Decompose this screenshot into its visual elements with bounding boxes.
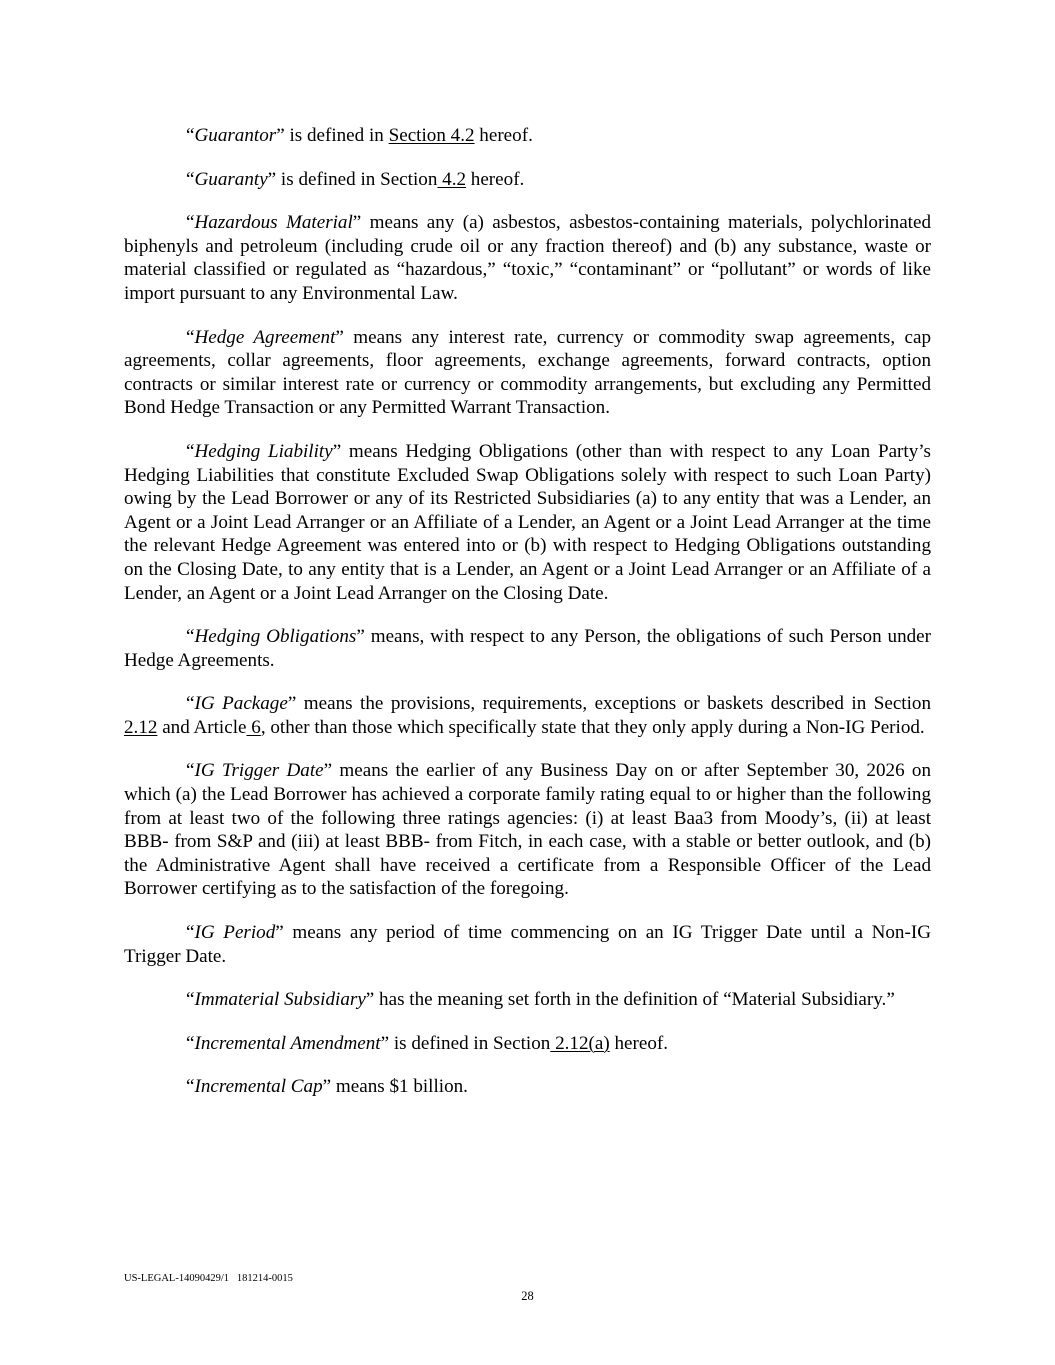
section-reference-link[interactable]: 2.12(a) xyxy=(550,1032,610,1054)
defined-term: Hedging Obligations xyxy=(194,626,357,648)
document-id-footer: US-LEGAL-14090429/1 181214-0015 xyxy=(124,1273,293,1284)
definition-ig-period: “IG Period” means any period of time commencing on an IG Trigger Date until a Non-IG Trigger Date. xyxy=(124,922,931,967)
definition-incremental-amendment: “Incremental Amendment” is defined in Section 2.12(a) hereof. xyxy=(186,1032,668,1054)
article-reference-link[interactable]: 6 xyxy=(246,716,261,738)
defined-term: Immaterial Subsidiary xyxy=(194,989,366,1011)
defined-term: IG Package xyxy=(194,693,288,715)
definition-incremental-cap: “Incremental Cap” means $1 billion. xyxy=(186,1076,468,1098)
definition-hedging-liability: “Hedging Liability” means Hedging Obligations (other than with respect to any Loan Party’s Hedging Liabilities that constitute Excluded Swap Obligations solely with respect to such Loan Party) owing by the Lead Borrower or any of its Restricted Subsidiaries (a) to any entity that was a Lender, an Agent or a Joint Lead Arranger or an Affiliate of a Lender, an Agent or a Joint Lead Arranger at the time the relevant Hedge Agreement was entered into or (b) with respect to Hedging Obligations outstanding on the Closing Date, to any entity that is a Lender, an Agent or a Joint Lead Arranger or an Affiliate of a Lender, an Agent or a Joint Lead Arranger on the Closing Date. xyxy=(124,440,931,604)
defined-term: Guaranty xyxy=(194,168,268,190)
defined-term: Hedge Agreement xyxy=(194,326,336,348)
definition-hazardous-material: “Hazardous Material” means any (a) asbestos, asbestos-containing materials, polychlorinated biphenyls and petroleum (including crude oil or any fraction thereof) and (b) any substance, waste or material classified or regulated as “hazardous,” “toxic,” “contaminant” or “pollutant” or words of like import pursuant to any Environmental Law. xyxy=(124,212,931,304)
definition-ig-package: “IG Package” means the provisions, requirements, exceptions or baskets described in Section 2.12 and Article 6, other than those which specifically state that they only apply during a Non-IG Period. xyxy=(124,693,932,738)
defined-term: IG Trigger Date xyxy=(194,760,324,782)
section-reference-link[interactable]: 4.2 xyxy=(437,168,467,190)
definition-hedge-agreement: “Hedge Agreement” means any interest rate, currency or commodity swap agreements, cap agreements, collar agreements, floor agreements, exchange agreements, forward contracts, option contracts or similar interest rate or currency or commodity arrangements, but excluding any Permitted Bond Hedge Transaction or any Permitted Warrant Transaction. xyxy=(124,326,932,419)
defined-term: Incremental Cap xyxy=(194,1076,323,1098)
definition-ig-trigger-date: “IG Trigger Date” means the earlier of any Business Day on or after September 30, 2026 on which (a) the Lead Borrower has achieved a corporate family rating equal to or higher than the following from at least two of the following three ratings agencies: (i) at least Baa3 from Moody’s, (ii) at least BBB- from S&P and (iii) at least BBB- from Fitch, in each case, with a stable or better outlook, and (b) the Administrative Agent shall have received a certificate from a Responsible Officer of the Lead Borrower certifying as to the satisfaction of the foregoing. xyxy=(124,760,932,900)
definition-hedging-obligations: “Hedging Obligations” means, with respect to any Person, the obligations of such Person under Hedge Agreements. xyxy=(124,626,931,671)
definition-guarantor: “Guarantor” is defined in Section 4.2 hereof. xyxy=(186,125,533,146)
section-reference-link[interactable]: 2.12 xyxy=(124,716,158,738)
definition-immaterial-subsidiary: “Immaterial Subsidiary” has the meaning set forth in the definition of “Material Subsidiary.” xyxy=(186,989,895,1011)
definitions-section xyxy=(124,124,931,1119)
section-reference-link[interactable]: Section 4.2 xyxy=(388,125,475,146)
definition-guaranty: “Guaranty” is defined in Section 4.2 hereof. xyxy=(186,168,525,190)
defined-term: Hazardous Material xyxy=(194,212,353,234)
defined-term: IG Period xyxy=(194,922,276,944)
page-number: 28 xyxy=(521,1289,534,1303)
defined-term: Guarantor xyxy=(194,125,277,146)
defined-term: Incremental Amendment xyxy=(194,1032,381,1054)
defined-term: Hedging Liability xyxy=(194,440,333,462)
